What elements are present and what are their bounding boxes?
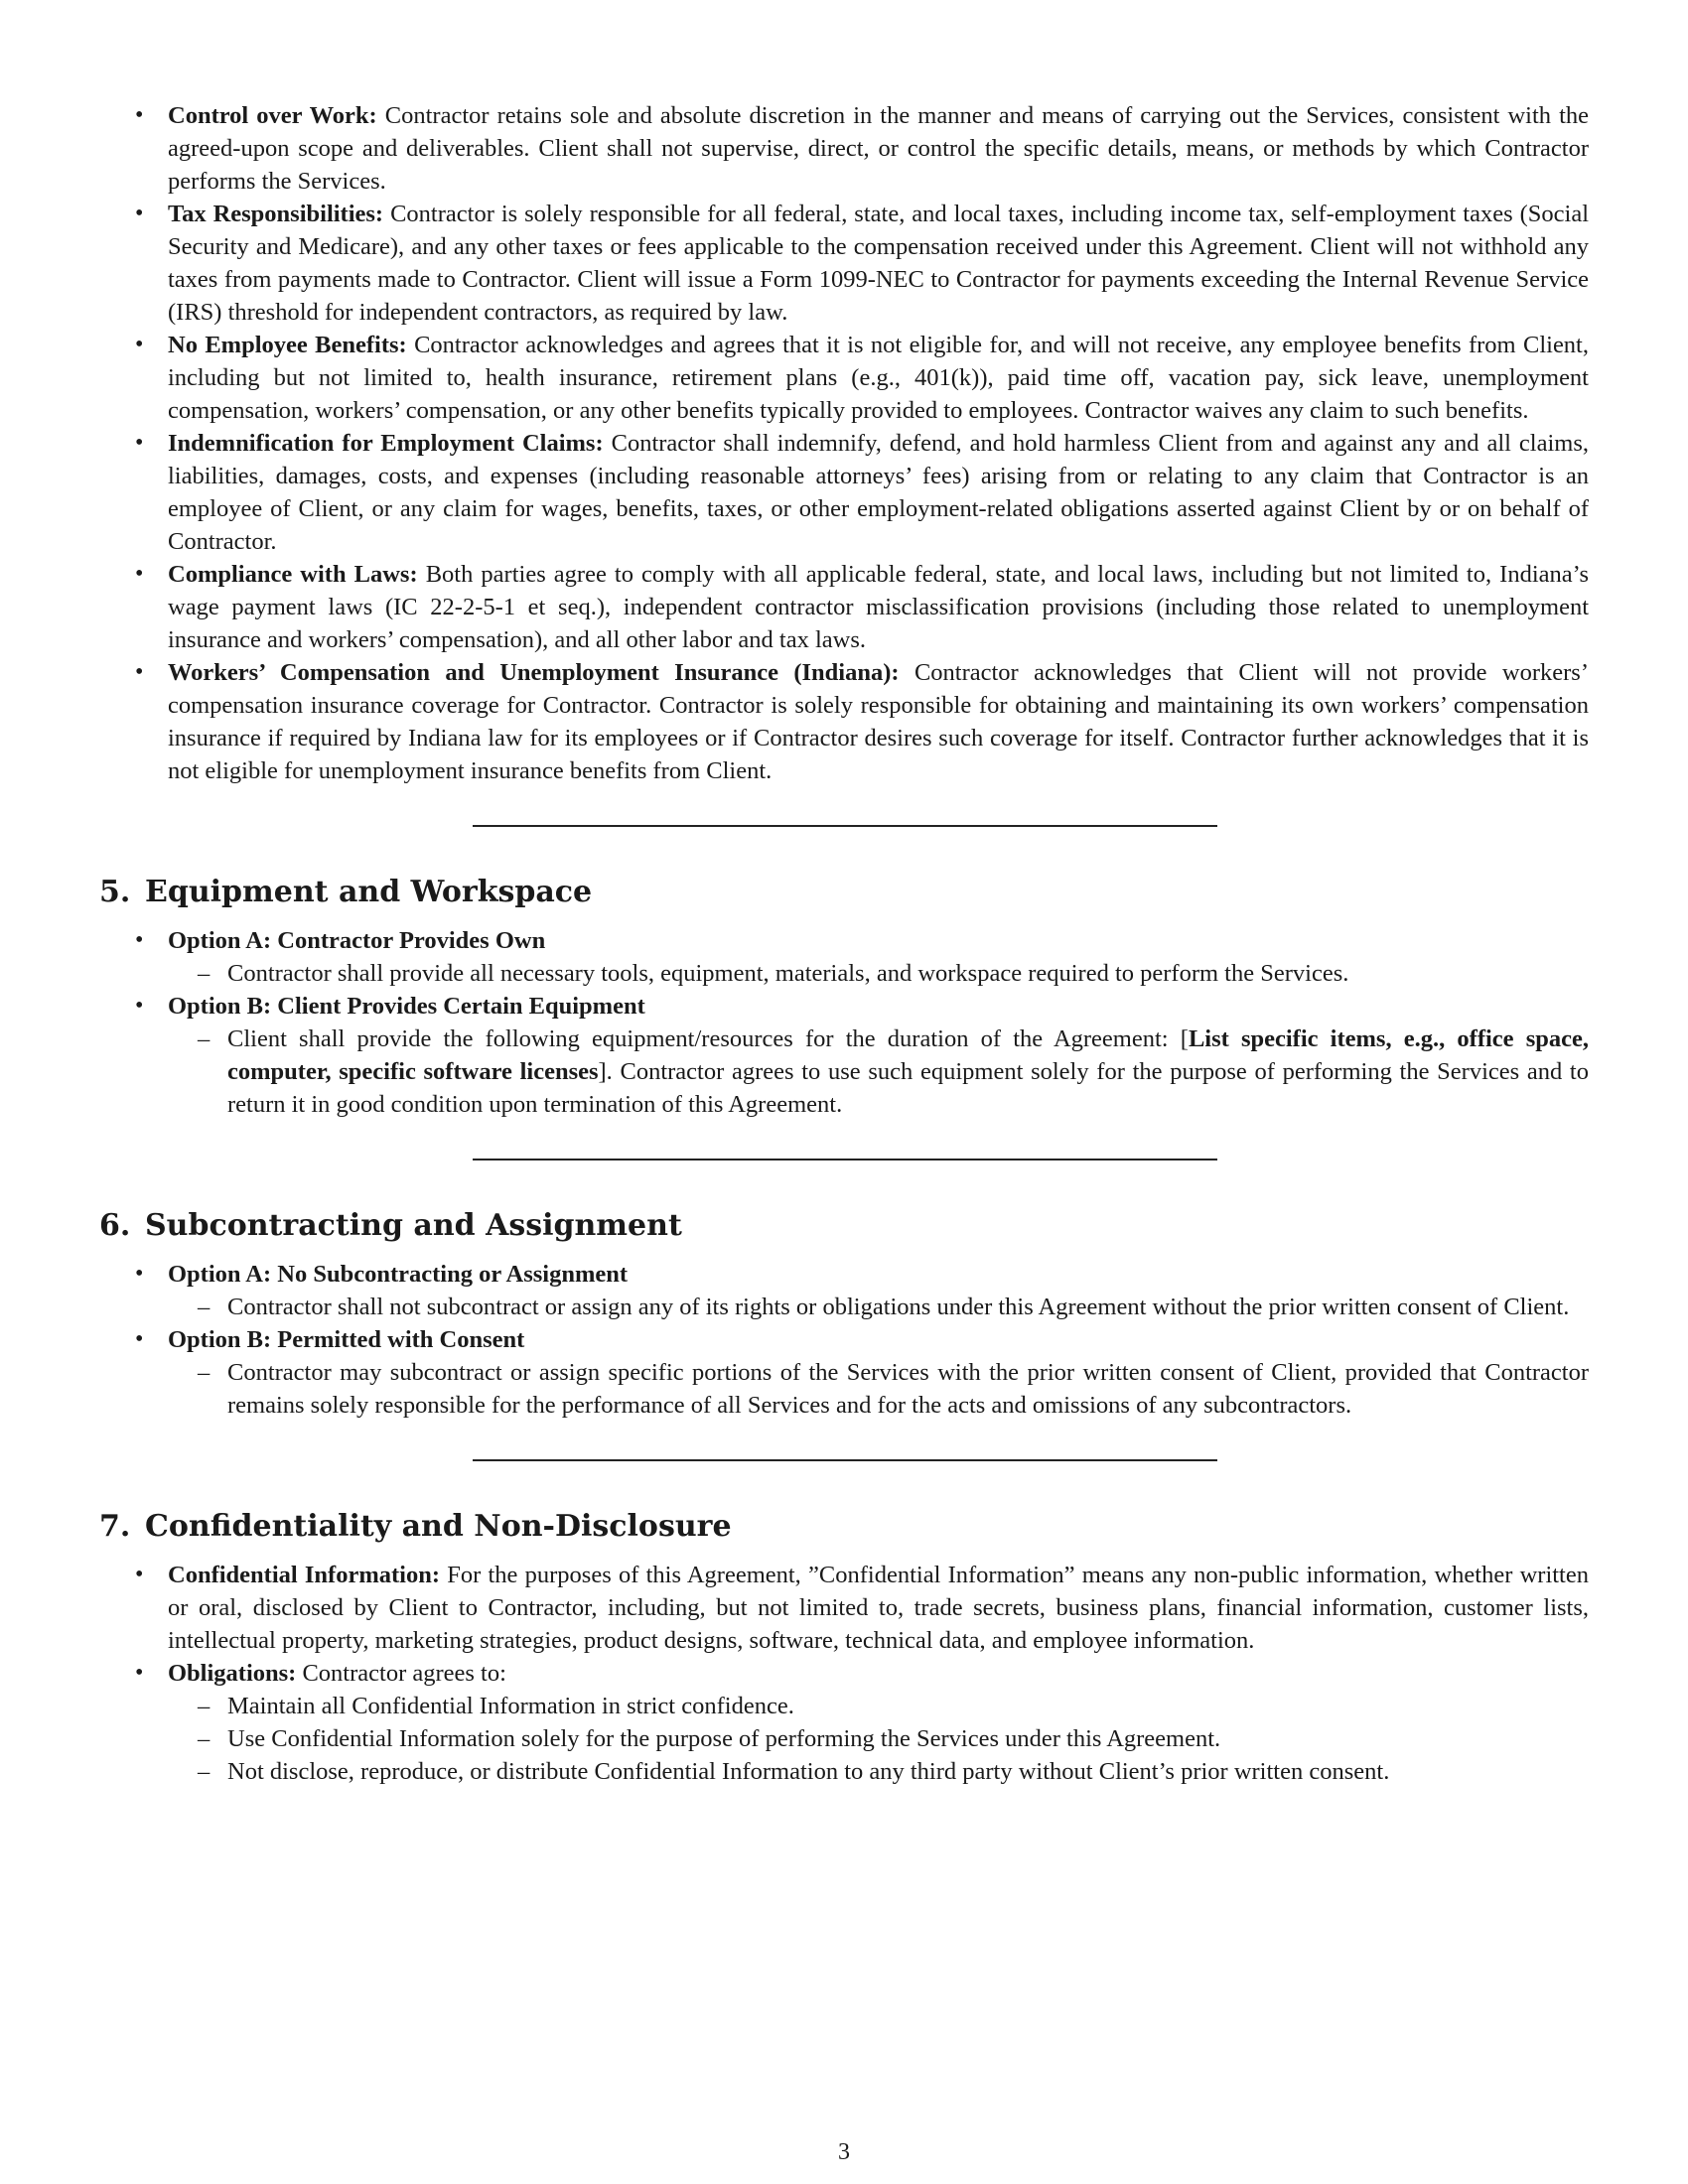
section-title: Equipment and Workspace (145, 875, 593, 909)
list-item (99, 1657, 1589, 1788)
item-term: Tax Responsibilities: (168, 201, 384, 227)
option-label: Option B: Client Provides Certain Equipment (168, 993, 645, 1020)
sub-item-text: Contractor may subcontract or assign specific portions of the Services with the prior written consent of Client, provided that Contractor remains solely responsible for the performance of all Services and for the acts and omissions of any subcontractors. (227, 1359, 1589, 1419)
item-text: Contractor agrees to: (302, 1660, 506, 1687)
sub-item (168, 1690, 1589, 1722)
sub-list (168, 1690, 1589, 1788)
item-text: Contractor acknowledges that Client will not provide workers’ compensation insurance coverage for Contractor. Contractor is solely responsible for obtaining and maintaining its own workers’ compensation insurance if required by Indiana law for its employees or if Contractor desires such coverage for itself. Contractor further acknowledges that it is not eligible for unemployment insurance benefits from Client. (168, 659, 1590, 784)
item-text: Both parties agree to comply with all applicable federal, state, and local laws, including but not limited to, Indiana’s wage payment laws (IC 22-2-5-1 et seq.), independent contractor misclassification provisions (including those related to unemployment insurance and workers’ compensation), and all other labor and tax laws. (168, 561, 1589, 653)
sub-item-text: Maintain all Confidential Information in strict confidence. (227, 1693, 794, 1719)
page-content (99, 99, 1589, 1788)
option-label: Option A: Contractor Provides Own (168, 927, 546, 954)
section-5-list (99, 924, 1589, 1121)
sub-list (168, 1023, 1589, 1121)
section-title: Confidentiality and Non-Disclosure (145, 1509, 732, 1544)
sub-item (168, 1023, 1589, 1121)
item-term: Confidential Information: (168, 1562, 441, 1588)
section-number: 6. (99, 1208, 131, 1243)
section-heading (99, 1206, 1589, 1246)
option-item (99, 990, 1589, 1121)
section-divider (473, 1159, 1217, 1160)
section-divider (473, 825, 1217, 827)
section-divider (473, 1459, 1217, 1461)
item-text: For the purposes of this Agreement, ”Confidential Information” means any non-public information, whether written or oral, disclosed by Client to Contractor, including, but not limited to, trade secrets, business plans, financial information, customer lists, intellectual property, marketing strategies, product designs, software, technical data, and employee information. (168, 1562, 1589, 1654)
item-term: Compliance with Laws: (168, 561, 418, 588)
list-item (99, 99, 1589, 198)
option-item (99, 924, 1589, 990)
page-number: 3 (838, 2139, 850, 2165)
list-item (99, 427, 1589, 558)
list-item (99, 558, 1589, 656)
section-number: 7. (99, 1509, 131, 1544)
sub-item-text: Contractor shall not subcontract or assign any of its rights or obligations under this Agreement without the prior written consent of Client. (227, 1294, 1570, 1320)
item-term: Control over Work: (168, 102, 377, 129)
list-item (99, 1559, 1589, 1657)
list-item (99, 656, 1589, 787)
item-term: Indemnification for Employment Claims: (168, 430, 604, 457)
item-text: Contractor shall indemnify, defend, and hold harmless Client from and against any and all claims, liabilities, damages, costs, and expenses (including reasonable attorneys’ fees) arising from or relating to any claim that Contractor is an employee of Client, or any claim for wages, benefits, taxes, or other employment-related obligations asserted against Client by or on behalf of Contractor. (168, 430, 1589, 555)
option-label: Option B: Permitted with Consent (168, 1326, 525, 1353)
item-term: Obligations: (168, 1660, 297, 1687)
item-term: Workers’ Compensation and Unemployment Insurance (Indiana): (168, 659, 900, 686)
sub-item (168, 1755, 1589, 1788)
sub-item-text: Not disclose, reproduce, or distribute Confidential Information to any third party without Client’s prior written consent. (227, 1758, 1390, 1785)
list-item (99, 198, 1589, 329)
section-title: Subcontracting and Assignment (145, 1208, 682, 1243)
section-heading (99, 1507, 1589, 1547)
sub-list (168, 1356, 1589, 1422)
item-text: Contractor retains sole and absolute discretion in the manner and means of carrying out the Services, consistent with the agreed-upon scope and deliverables. Client shall not supervise, direct, or control the specific details, means, or methods by which Contractor performs the Services. (168, 102, 1590, 195)
item-text: Contractor acknowledges and agrees that it is not eligible for, and will not receive, any employee benefits from Client, including but not limited to, health insurance, retirement plans (e.g., 401(k)), paid time off, vacation pay, sick leave, unemployment compensation, workers’ compensation, or any other benefits typically provided to employees. Contractor waives any claim to such benefits. (168, 332, 1589, 424)
sub-list (168, 957, 1589, 990)
sub-list (168, 1291, 1589, 1323)
item-text: Contractor is solely responsible for all federal, state, and local taxes, including income tax, self-employment taxes (Social Security and Medicare), and any other taxes or fees applicable to the compensation received under this Agreement. Client will not withhold any taxes from payments made to Contractor. Client will issue a Form 1099-NEC to Contractor for payments exceeding the Internal Revenue Service (IRS) threshold for independent contractors, as required by law. (168, 201, 1589, 326)
sub-item (168, 1722, 1589, 1755)
option-item (99, 1323, 1589, 1422)
list-item (99, 329, 1589, 427)
section-number: 5. (99, 875, 131, 909)
sub-item (168, 1356, 1589, 1422)
option-item (99, 1258, 1589, 1323)
sub-item-text-before: Client shall provide the following equipment/resources for the duration of the Agreement: [ (227, 1025, 1189, 1052)
section-7-list (99, 1559, 1589, 1788)
option-label: Option A: No Subcontracting or Assignment (168, 1261, 629, 1288)
sub-item-text-after: ]. Contractor agrees to use such equipment solely for the purpose of performing the Services and to return it in good condition upon termination of this Agreement. (227, 1058, 1589, 1118)
item-term: No Employee Benefits: (168, 332, 407, 358)
sub-item (168, 1291, 1589, 1323)
section-6-list (99, 1258, 1589, 1422)
sub-item-text: Use Confidential Information solely for the purpose of performing the Services under this Agreement. (227, 1725, 1221, 1752)
section-heading (99, 873, 1589, 912)
section-4-list (99, 99, 1589, 787)
sub-item (168, 957, 1589, 990)
sub-item-text: Contractor shall provide all necessary tools, equipment, materials, and workspace required to perform the Services. (227, 960, 1349, 987)
placeholder-text: List specific items, e.g., office space, computer, specific software licenses (227, 1025, 1590, 1085)
